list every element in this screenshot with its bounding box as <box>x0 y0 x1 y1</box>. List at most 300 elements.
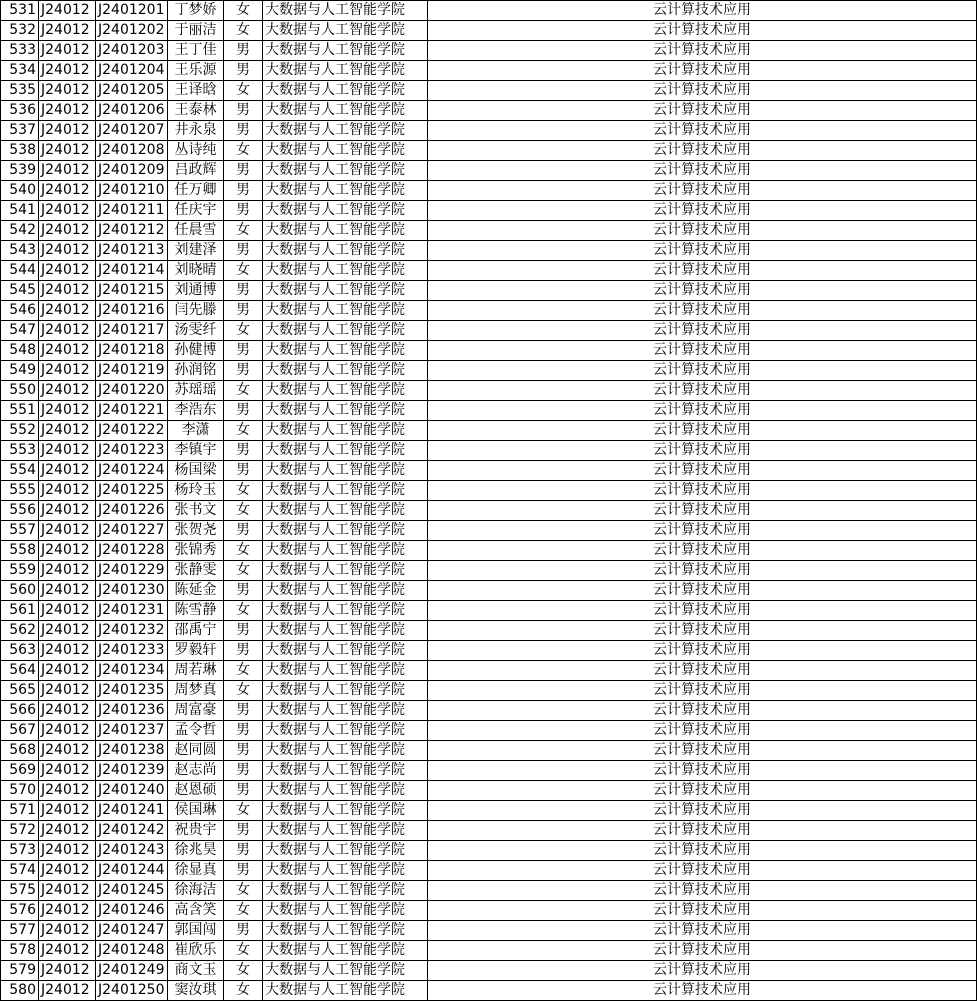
seq-number-cell: 537 <box>1 121 39 141</box>
student-name-cell: 吕政辉 <box>168 161 224 181</box>
student-table-body <box>1 1 977 1001</box>
student-name-cell: 崔欣乐 <box>168 941 224 961</box>
major-cell: 云计算技术应用 <box>428 481 977 501</box>
student-name-cell: 王丁佳 <box>168 41 224 61</box>
college-cell: 大数据与人工智能学院 <box>263 921 428 941</box>
gender-cell: 男 <box>224 281 263 301</box>
major-cell: 云计算技术应用 <box>428 441 977 461</box>
college-cell: 大数据与人工智能学院 <box>263 941 428 961</box>
table-row <box>1 721 977 741</box>
student-name-cell: 孙润铭 <box>168 361 224 381</box>
major-cell: 云计算技术应用 <box>428 881 977 901</box>
college-cell: 大数据与人工智能学院 <box>263 841 428 861</box>
seq-number-cell: 569 <box>1 761 39 781</box>
table-row <box>1 81 977 101</box>
table-row <box>1 941 977 961</box>
student-name-cell: 杨玲玉 <box>168 481 224 501</box>
major-cell: 云计算技术应用 <box>428 781 977 801</box>
gender-cell: 男 <box>224 841 263 861</box>
class-code-cell: J24012 <box>39 921 96 941</box>
college-cell: 大数据与人工智能学院 <box>263 21 428 41</box>
table-row <box>1 921 977 941</box>
major-cell: 云计算技术应用 <box>428 581 977 601</box>
college-cell: 大数据与人工智能学院 <box>263 501 428 521</box>
table-row <box>1 261 977 281</box>
class-code-cell: J24012 <box>39 221 96 241</box>
student-id-cell: J2401225 <box>96 481 168 501</box>
college-cell: 大数据与人工智能学院 <box>263 221 428 241</box>
gender-cell: 男 <box>224 401 263 421</box>
student-id-cell: J2401245 <box>96 881 168 901</box>
table-row <box>1 241 977 261</box>
college-cell: 大数据与人工智能学院 <box>263 41 428 61</box>
student-name-cell: 王乐源 <box>168 61 224 81</box>
student-id-cell: J2401224 <box>96 461 168 481</box>
student-name-cell: 任万卿 <box>168 181 224 201</box>
seq-number-cell: 561 <box>1 601 39 621</box>
gender-cell: 女 <box>224 501 263 521</box>
class-code-cell: J24012 <box>39 321 96 341</box>
major-cell: 云计算技术应用 <box>428 641 977 661</box>
student-name-cell: 张锦秀 <box>168 541 224 561</box>
student-name-cell: 闫先滕 <box>168 301 224 321</box>
table-row <box>1 581 977 601</box>
gender-cell: 女 <box>224 21 263 41</box>
class-code-cell: J24012 <box>39 981 96 1001</box>
student-id-cell: J2401213 <box>96 241 168 261</box>
student-name-cell: 徐显真 <box>168 861 224 881</box>
gender-cell: 女 <box>224 881 263 901</box>
class-code-cell: J24012 <box>39 521 96 541</box>
student-id-cell: J2401250 <box>96 981 168 1001</box>
student-id-cell: J2401208 <box>96 141 168 161</box>
gender-cell: 男 <box>224 341 263 361</box>
student-id-cell: J2401211 <box>96 201 168 221</box>
gender-cell: 男 <box>224 821 263 841</box>
gender-cell: 女 <box>224 601 263 621</box>
major-cell: 云计算技术应用 <box>428 561 977 581</box>
college-cell: 大数据与人工智能学院 <box>263 361 428 381</box>
college-cell: 大数据与人工智能学院 <box>263 801 428 821</box>
table-row <box>1 881 977 901</box>
table-row <box>1 281 977 301</box>
gender-cell: 女 <box>224 901 263 921</box>
college-cell: 大数据与人工智能学院 <box>263 101 428 121</box>
major-cell: 云计算技术应用 <box>428 381 977 401</box>
seq-number-cell: 538 <box>1 141 39 161</box>
table-row <box>1 981 977 1001</box>
student-id-cell: J2401232 <box>96 621 168 641</box>
major-cell: 云计算技术应用 <box>428 861 977 881</box>
class-code-cell: J24012 <box>39 821 96 841</box>
table-row <box>1 861 977 881</box>
class-code-cell: J24012 <box>39 101 96 121</box>
student-id-cell: J2401201 <box>96 1 168 21</box>
student-id-cell: J2401247 <box>96 921 168 941</box>
table-row <box>1 681 977 701</box>
major-cell: 云计算技术应用 <box>428 901 977 921</box>
student-name-cell: 赵志尚 <box>168 761 224 781</box>
college-cell: 大数据与人工智能学院 <box>263 641 428 661</box>
class-code-cell: J24012 <box>39 781 96 801</box>
class-code-cell: J24012 <box>39 941 96 961</box>
college-cell: 大数据与人工智能学院 <box>263 601 428 621</box>
college-cell: 大数据与人工智能学院 <box>263 701 428 721</box>
major-cell: 云计算技术应用 <box>428 721 977 741</box>
table-row <box>1 321 977 341</box>
college-cell: 大数据与人工智能学院 <box>263 821 428 841</box>
class-code-cell: J24012 <box>39 261 96 281</box>
seq-number-cell: 554 <box>1 461 39 481</box>
major-cell: 云计算技术应用 <box>428 81 977 101</box>
major-cell: 云计算技术应用 <box>428 821 977 841</box>
major-cell: 云计算技术应用 <box>428 461 977 481</box>
college-cell: 大数据与人工智能学院 <box>263 541 428 561</box>
class-code-cell: J24012 <box>39 201 96 221</box>
student-name-cell: 周梦真 <box>168 681 224 701</box>
student-id-cell: J2401212 <box>96 221 168 241</box>
major-cell: 云计算技术应用 <box>428 841 977 861</box>
college-cell: 大数据与人工智能学院 <box>263 981 428 1001</box>
student-id-cell: J2401235 <box>96 681 168 701</box>
gender-cell: 女 <box>224 261 263 281</box>
college-cell: 大数据与人工智能学院 <box>263 621 428 641</box>
seq-number-cell: 535 <box>1 81 39 101</box>
seq-number-cell: 567 <box>1 721 39 741</box>
college-cell: 大数据与人工智能学院 <box>263 341 428 361</box>
seq-number-cell: 577 <box>1 921 39 941</box>
class-code-cell: J24012 <box>39 1 96 21</box>
gender-cell: 女 <box>224 381 263 401</box>
gender-cell: 女 <box>224 661 263 681</box>
student-id-cell: J2401209 <box>96 161 168 181</box>
class-code-cell: J24012 <box>39 441 96 461</box>
table-row <box>1 141 977 161</box>
seq-number-cell: 548 <box>1 341 39 361</box>
table-row <box>1 161 977 181</box>
seq-number-cell: 544 <box>1 261 39 281</box>
gender-cell: 男 <box>224 921 263 941</box>
seq-number-cell: 579 <box>1 961 39 981</box>
student-name-cell: 王译晗 <box>168 81 224 101</box>
seq-number-cell: 539 <box>1 161 39 181</box>
college-cell: 大数据与人工智能学院 <box>263 961 428 981</box>
student-id-cell: J2401248 <box>96 941 168 961</box>
class-code-cell: J24012 <box>39 861 96 881</box>
table-row <box>1 741 977 761</box>
major-cell: 云计算技术应用 <box>428 61 977 81</box>
student-name-cell: 赵同圆 <box>168 741 224 761</box>
class-code-cell: J24012 <box>39 401 96 421</box>
student-id-cell: J2401210 <box>96 181 168 201</box>
college-cell: 大数据与人工智能学院 <box>263 741 428 761</box>
student-name-cell: 任晨雪 <box>168 221 224 241</box>
student-id-cell: J2401249 <box>96 961 168 981</box>
class-code-cell: J24012 <box>39 501 96 521</box>
seq-number-cell: 532 <box>1 21 39 41</box>
major-cell: 云计算技术应用 <box>428 321 977 341</box>
seq-number-cell: 558 <box>1 541 39 561</box>
student-id-cell: J2401240 <box>96 781 168 801</box>
student-id-cell: J2401234 <box>96 661 168 681</box>
major-cell: 云计算技术应用 <box>428 281 977 301</box>
student-id-cell: J2401229 <box>96 561 168 581</box>
table-row <box>1 181 977 201</box>
student-id-cell: J2401206 <box>96 101 168 121</box>
table-row <box>1 461 977 481</box>
table-row <box>1 501 977 521</box>
college-cell: 大数据与人工智能学院 <box>263 481 428 501</box>
seq-number-cell: 564 <box>1 661 39 681</box>
college-cell: 大数据与人工智能学院 <box>263 581 428 601</box>
major-cell: 云计算技术应用 <box>428 341 977 361</box>
class-code-cell: J24012 <box>39 421 96 441</box>
class-code-cell: J24012 <box>39 301 96 321</box>
student-name-cell: 刘建泽 <box>168 241 224 261</box>
table-row <box>1 101 977 121</box>
major-cell: 云计算技术应用 <box>428 521 977 541</box>
student-id-cell: J2401220 <box>96 381 168 401</box>
college-cell: 大数据与人工智能学院 <box>263 181 428 201</box>
gender-cell: 男 <box>224 41 263 61</box>
class-code-cell: J24012 <box>39 961 96 981</box>
seq-number-cell: 547 <box>1 321 39 341</box>
student-id-cell: J2401223 <box>96 441 168 461</box>
student-name-cell: 徐兆昊 <box>168 841 224 861</box>
class-code-cell: J24012 <box>39 121 96 141</box>
seq-number-cell: 560 <box>1 581 39 601</box>
student-id-cell: J2401202 <box>96 21 168 41</box>
college-cell: 大数据与人工智能学院 <box>263 381 428 401</box>
table-row <box>1 841 977 861</box>
major-cell: 云计算技术应用 <box>428 141 977 161</box>
student-name-cell: 杨国梁 <box>168 461 224 481</box>
major-cell: 云计算技术应用 <box>428 361 977 381</box>
gender-cell: 男 <box>224 861 263 881</box>
table-row <box>1 761 977 781</box>
table-row <box>1 341 977 361</box>
student-id-cell: J2401246 <box>96 901 168 921</box>
gender-cell: 女 <box>224 221 263 241</box>
gender-cell: 女 <box>224 321 263 341</box>
student-name-cell: 于丽洁 <box>168 21 224 41</box>
table-row <box>1 821 977 841</box>
gender-cell: 男 <box>224 181 263 201</box>
major-cell: 云计算技术应用 <box>428 501 977 521</box>
class-code-cell: J24012 <box>39 661 96 681</box>
seq-number-cell: 541 <box>1 201 39 221</box>
gender-cell: 男 <box>224 581 263 601</box>
gender-cell: 女 <box>224 681 263 701</box>
major-cell: 云计算技术应用 <box>428 301 977 321</box>
table-row <box>1 201 977 221</box>
seq-number-cell: 542 <box>1 221 39 241</box>
college-cell: 大数据与人工智能学院 <box>263 161 428 181</box>
student-id-cell: J2401205 <box>96 81 168 101</box>
gender-cell: 男 <box>224 721 263 741</box>
major-cell: 云计算技术应用 <box>428 601 977 621</box>
student-id-cell: J2401207 <box>96 121 168 141</box>
student-name-cell: 祝贵宇 <box>168 821 224 841</box>
student-id-cell: J2401219 <box>96 361 168 381</box>
college-cell: 大数据与人工智能学院 <box>263 521 428 541</box>
seq-number-cell: 531 <box>1 1 39 21</box>
student-id-cell: J2401236 <box>96 701 168 721</box>
seq-number-cell: 540 <box>1 181 39 201</box>
seq-number-cell: 543 <box>1 241 39 261</box>
student-id-cell: J2401230 <box>96 581 168 601</box>
student-id-cell: J2401204 <box>96 61 168 81</box>
major-cell: 云计算技术应用 <box>428 1 977 21</box>
table-row <box>1 541 977 561</box>
table-row <box>1 781 977 801</box>
class-code-cell: J24012 <box>39 461 96 481</box>
major-cell: 云计算技术应用 <box>428 621 977 641</box>
class-code-cell: J24012 <box>39 901 96 921</box>
seq-number-cell: 575 <box>1 881 39 901</box>
student-id-cell: J2401239 <box>96 761 168 781</box>
class-code-cell: J24012 <box>39 361 96 381</box>
student-name-cell: 丁梦娇 <box>168 1 224 21</box>
college-cell: 大数据与人工智能学院 <box>263 861 428 881</box>
student-name-cell: 孟令哲 <box>168 721 224 741</box>
gender-cell: 男 <box>224 241 263 261</box>
gender-cell: 男 <box>224 121 263 141</box>
seq-number-cell: 549 <box>1 361 39 381</box>
student-id-cell: J2401228 <box>96 541 168 561</box>
seq-number-cell: 546 <box>1 301 39 321</box>
college-cell: 大数据与人工智能学院 <box>263 301 428 321</box>
table-row <box>1 601 977 621</box>
gender-cell: 男 <box>224 61 263 81</box>
seq-number-cell: 578 <box>1 941 39 961</box>
class-code-cell: J24012 <box>39 681 96 701</box>
table-row <box>1 121 977 141</box>
gender-cell: 男 <box>224 701 263 721</box>
class-code-cell: J24012 <box>39 721 96 741</box>
table-row <box>1 221 977 241</box>
class-code-cell: J24012 <box>39 741 96 761</box>
major-cell: 云计算技术应用 <box>428 941 977 961</box>
student-name-cell: 刘通博 <box>168 281 224 301</box>
seq-number-cell: 580 <box>1 981 39 1001</box>
class-code-cell: J24012 <box>39 381 96 401</box>
student-name-cell: 侯国琳 <box>168 801 224 821</box>
class-code-cell: J24012 <box>39 241 96 261</box>
seq-number-cell: 570 <box>1 781 39 801</box>
table-row <box>1 701 977 721</box>
gender-cell: 男 <box>224 621 263 641</box>
gender-cell: 女 <box>224 1 263 21</box>
gender-cell: 男 <box>224 781 263 801</box>
major-cell: 云计算技术应用 <box>428 261 977 281</box>
student-id-cell: J2401222 <box>96 421 168 441</box>
class-code-cell: J24012 <box>39 581 96 601</box>
table-row <box>1 801 977 821</box>
gender-cell: 男 <box>224 301 263 321</box>
major-cell: 云计算技术应用 <box>428 701 977 721</box>
seq-number-cell: 536 <box>1 101 39 121</box>
seq-number-cell: 552 <box>1 421 39 441</box>
table-row <box>1 41 977 61</box>
major-cell: 云计算技术应用 <box>428 401 977 421</box>
seq-number-cell: 574 <box>1 861 39 881</box>
college-cell: 大数据与人工智能学院 <box>263 61 428 81</box>
college-cell: 大数据与人工智能学院 <box>263 81 428 101</box>
gender-cell: 女 <box>224 961 263 981</box>
student-name-cell: 高含笑 <box>168 901 224 921</box>
table-row <box>1 401 977 421</box>
student-id-cell: J2401214 <box>96 261 168 281</box>
major-cell: 云计算技术应用 <box>428 961 977 981</box>
class-code-cell: J24012 <box>39 601 96 621</box>
seq-number-cell: 572 <box>1 821 39 841</box>
major-cell: 云计算技术应用 <box>428 981 977 1001</box>
class-code-cell: J24012 <box>39 881 96 901</box>
major-cell: 云计算技术应用 <box>428 221 977 241</box>
student-name-cell: 商文玉 <box>168 961 224 981</box>
gender-cell: 女 <box>224 561 263 581</box>
gender-cell: 女 <box>224 481 263 501</box>
college-cell: 大数据与人工智能学院 <box>263 781 428 801</box>
gender-cell: 女 <box>224 421 263 441</box>
major-cell: 云计算技术应用 <box>428 101 977 121</box>
class-code-cell: J24012 <box>39 181 96 201</box>
college-cell: 大数据与人工智能学院 <box>263 401 428 421</box>
class-code-cell: J24012 <box>39 61 96 81</box>
college-cell: 大数据与人工智能学院 <box>263 281 428 301</box>
seq-number-cell: 571 <box>1 801 39 821</box>
seq-number-cell: 559 <box>1 561 39 581</box>
student-name-cell: 张静雯 <box>168 561 224 581</box>
table-row <box>1 421 977 441</box>
gender-cell: 女 <box>224 81 263 101</box>
major-cell: 云计算技术应用 <box>428 661 977 681</box>
class-code-cell: J24012 <box>39 141 96 161</box>
student-name-cell: 徐海洁 <box>168 881 224 901</box>
seq-number-cell: 568 <box>1 741 39 761</box>
table-row <box>1 441 977 461</box>
student-id-cell: J2401237 <box>96 721 168 741</box>
student-name-cell: 孙健博 <box>168 341 224 361</box>
class-code-cell: J24012 <box>39 641 96 661</box>
class-code-cell: J24012 <box>39 541 96 561</box>
gender-cell: 男 <box>224 741 263 761</box>
class-code-cell: J24012 <box>39 341 96 361</box>
table-row <box>1 481 977 501</box>
college-cell: 大数据与人工智能学院 <box>263 261 428 281</box>
gender-cell: 男 <box>224 201 263 221</box>
college-cell: 大数据与人工智能学院 <box>263 901 428 921</box>
college-cell: 大数据与人工智能学院 <box>263 761 428 781</box>
student-id-cell: J2401218 <box>96 341 168 361</box>
major-cell: 云计算技术应用 <box>428 681 977 701</box>
student-id-cell: J2401241 <box>96 801 168 821</box>
student-name-cell: 窦汝琪 <box>168 981 224 1001</box>
class-code-cell: J24012 <box>39 801 96 821</box>
student-id-cell: J2401226 <box>96 501 168 521</box>
seq-number-cell: 553 <box>1 441 39 461</box>
student-name-cell: 李镇宇 <box>168 441 224 461</box>
gender-cell: 男 <box>224 641 263 661</box>
table-row <box>1 21 977 41</box>
seq-number-cell: 534 <box>1 61 39 81</box>
student-id-cell: J2401217 <box>96 321 168 341</box>
seq-number-cell: 563 <box>1 641 39 661</box>
class-code-cell: J24012 <box>39 761 96 781</box>
class-code-cell: J24012 <box>39 281 96 301</box>
seq-number-cell: 566 <box>1 701 39 721</box>
